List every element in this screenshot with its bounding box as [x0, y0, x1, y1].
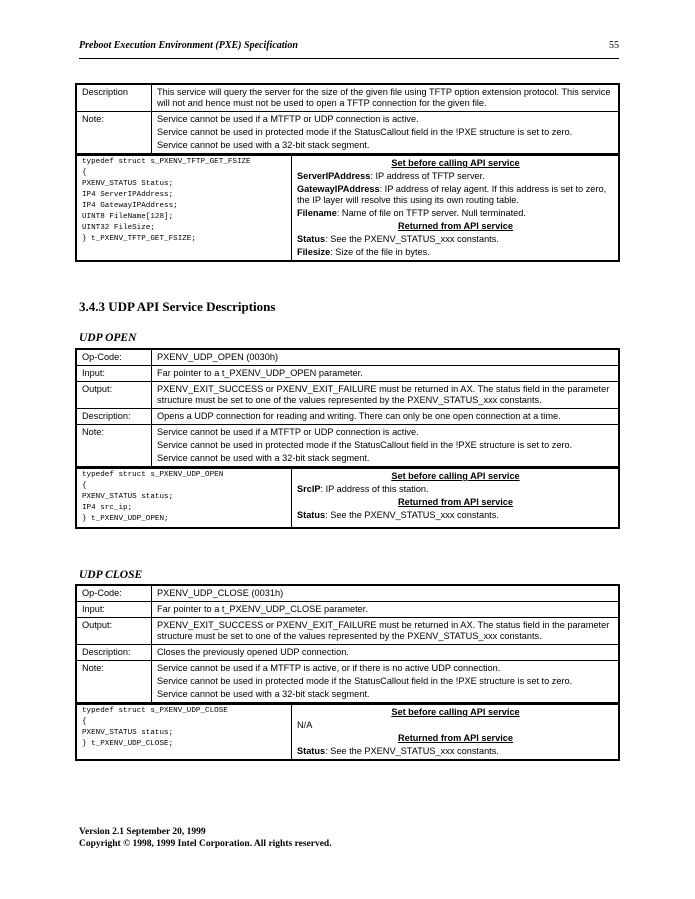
param-item [297, 484, 614, 495]
row-value: PXENV_EXIT_SUCCESS or PXENV_EXIT_FAILURE must be returned in AX. The status field in the parameter structure must be set to one of the values represented by the PXENV_STATUS_xxx constants. [152, 618, 620, 645]
udp-open-struct-table [75, 468, 620, 529]
param-desc: : See the PXENV_STATUS_xxx constants. [325, 234, 499, 244]
param-item [297, 171, 614, 182]
set-before-heading: Set before calling API service [391, 707, 520, 717]
code-line: IP4 src_ip; [82, 504, 133, 512]
udp-open-heading: UDP OPEN [79, 332, 137, 344]
row-value: This service will query the server for the size of the given file using TFTP option extension protocol. This service will not and hence must not be used to open a TFTP connection for the given file. [152, 84, 620, 112]
set-before-heading: Set before calling API service [391, 471, 520, 481]
struct-code [76, 705, 292, 761]
code-line: PXENV_STATUS Status; [82, 180, 174, 188]
header-page-number: 55 [609, 40, 619, 51]
returned-heading: Returned from API service [397, 221, 514, 231]
param-item [297, 208, 614, 219]
param-name: SrcIP [297, 484, 321, 494]
table-row [76, 112, 619, 155]
code-line: IP4 GatewayIPAddress; [82, 202, 178, 210]
row-value: PXENV_UDP_CLOSE (0031h) [152, 585, 620, 602]
param-desc: : IP address of this station. [320, 484, 429, 494]
returned-heading: Returned from API service [397, 733, 514, 743]
note-item: Service cannot be used if a MTFTP or UDP connection is active. [157, 427, 419, 437]
param-item [297, 247, 614, 258]
tftp-get-fsize-block [75, 83, 620, 262]
code-line: { [82, 482, 87, 490]
param-name: Filename [297, 208, 337, 218]
param-item [297, 234, 614, 245]
row-label: Note: [76, 661, 152, 704]
code-line: UINT8 FileName[128]; [82, 213, 174, 221]
code-line: } t_PXENV_TFTP_GET_FSIZE; [82, 235, 196, 243]
param-item [297, 746, 614, 757]
table-row [76, 425, 619, 468]
table-row [76, 645, 619, 661]
code-line: { [82, 718, 87, 726]
udp-open-info-table [75, 348, 620, 468]
set-before-heading: Set before calling API service [391, 158, 520, 168]
row-value: Far pointer to a t_PXENV_UDP_OPEN parameter. [152, 366, 620, 382]
udp-close-struct-table [75, 704, 620, 761]
table-row [76, 366, 619, 382]
code-line: IP4 ServerIPAddress; [82, 191, 174, 199]
row-label: Op-Code: [76, 349, 152, 366]
row-label: Input: [76, 366, 152, 382]
row-label: Description: [76, 645, 152, 661]
row-value: Closes the previously opened UDP connection. [152, 645, 620, 661]
table-row [76, 409, 619, 425]
table-row [76, 602, 619, 618]
table-row [76, 156, 619, 262]
param-name: Status [297, 746, 326, 756]
note-item: Service cannot be used with a 32-bit stack segment. [157, 140, 370, 150]
udp-close-block [75, 584, 620, 761]
struct-code [76, 156, 292, 262]
code-line: { [82, 169, 87, 177]
note-item: Service cannot be used if a MTFTP or UDP connection is active. [157, 114, 419, 124]
param-desc: : IP address of TFTP server. [370, 171, 485, 181]
row-value: PXENV_EXIT_SUCCESS or PXENV_EXIT_FAILURE must be returned in AX. The status field in the parameter structure must be set to one of the values represented by the PXENV_STATUS_xxx constants. [152, 382, 620, 409]
note-item: Service cannot be used if a MTFTP is active, or if there is no active UDP connection. [157, 663, 501, 673]
note-item: Service cannot be used in protected mode if the StatusCallout field in the !PXE structure is set to zero. [157, 127, 573, 137]
page-header [79, 40, 619, 54]
row-label: Note: [76, 425, 152, 468]
row-label: Description: [76, 409, 152, 425]
notes-cell [152, 425, 620, 468]
note-item: Service cannot be used in protected mode if the StatusCallout field in the !PXE structure is set to zero. [157, 440, 573, 450]
page-footer [79, 826, 332, 850]
param-desc: : Name of file on TFTP server. Null terminated. [336, 208, 526, 218]
table-row [76, 585, 619, 602]
param-desc: : See the PXENV_STATUS_xxx constants. [325, 746, 499, 756]
table-row [76, 349, 619, 366]
param-name: GatewayIPAddress [297, 184, 380, 194]
note-item: Service cannot be used with a 32-bit stack segment. [157, 689, 370, 699]
api-parameters [292, 156, 620, 262]
row-label: Op-Code: [76, 585, 152, 602]
note-item: Service cannot be used with a 32-bit stack segment. [157, 453, 370, 463]
row-label: Note: [76, 112, 152, 155]
table-row [76, 618, 619, 645]
table-row [76, 705, 619, 761]
tftp-get-fsize-struct-table [75, 155, 620, 262]
param-desc: : IP address of relay agent. If this address is set to zero, the IP layer will resolve this using its own routing table. [297, 184, 607, 205]
param-desc: : See the PXENV_STATUS_xxx constants. [325, 510, 499, 520]
param-item [297, 184, 614, 206]
code-line: typedef struct s_PXENV_UDP_OPEN [82, 471, 224, 479]
param-item: N/A [297, 720, 313, 730]
row-label: Input: [76, 602, 152, 618]
header-rule [79, 58, 619, 59]
header-title: Preboot Execution Environment (PXE) Specification [79, 40, 298, 51]
footer-version: Version 2.1 September 20, 1999 [79, 827, 206, 837]
param-desc: : Size of the file in bytes. [330, 247, 430, 257]
returned-heading: Returned from API service [397, 497, 514, 507]
table-row [76, 469, 619, 529]
code-line: UINT32 FileSize; [82, 224, 155, 232]
table-row [76, 661, 619, 704]
notes-cell [152, 112, 620, 155]
param-name: Filesize [297, 247, 331, 257]
code-line: } t_PXENV_UDP_CLOSE; [82, 740, 174, 748]
table-row [76, 84, 619, 112]
param-item [297, 510, 614, 521]
struct-code [76, 469, 292, 529]
row-value: Far pointer to a t_PXENV_UDP_CLOSE parameter. [152, 602, 620, 618]
footer-copyright: Copyright © 1998, 1999 Intel Corporation. All rights reserved. [79, 839, 332, 849]
param-name: ServerIPAddress [297, 171, 371, 181]
row-label: Description [76, 84, 152, 112]
code-line: PXENV_STATUS status; [82, 493, 174, 501]
udp-open-block [75, 348, 620, 529]
code-line: typedef struct s_PXENV_UDP_CLOSE [82, 707, 228, 715]
code-line: PXENV_STATUS status; [82, 729, 174, 737]
api-parameters [292, 469, 620, 529]
code-line: } t_PXENV_UDP_OPEN; [82, 515, 169, 523]
notes-cell [152, 661, 620, 704]
param-name: Status [297, 234, 326, 244]
note-item: Service cannot be used in protected mode if the StatusCallout field in the !PXE structure is set to zero. [157, 676, 573, 686]
udp-close-heading: UDP CLOSE [79, 569, 143, 581]
row-label: Output: [76, 618, 152, 645]
row-value: PXENV_UDP_OPEN (0030h) [152, 349, 620, 366]
table-row [76, 382, 619, 409]
api-parameters [292, 705, 620, 761]
code-line: typedef struct s_PXENV_TFTP_GET_FSIZE [82, 158, 251, 166]
row-label: Output: [76, 382, 152, 409]
param-name: Status [297, 510, 326, 520]
tftp-get-fsize-info-table [75, 83, 620, 155]
udp-close-info-table [75, 584, 620, 704]
section-heading: 3.4.3 UDP API Service Descriptions [79, 299, 276, 314]
row-value: Opens a UDP connection for reading and writing. There can only be one open connection at a time. [152, 409, 620, 425]
